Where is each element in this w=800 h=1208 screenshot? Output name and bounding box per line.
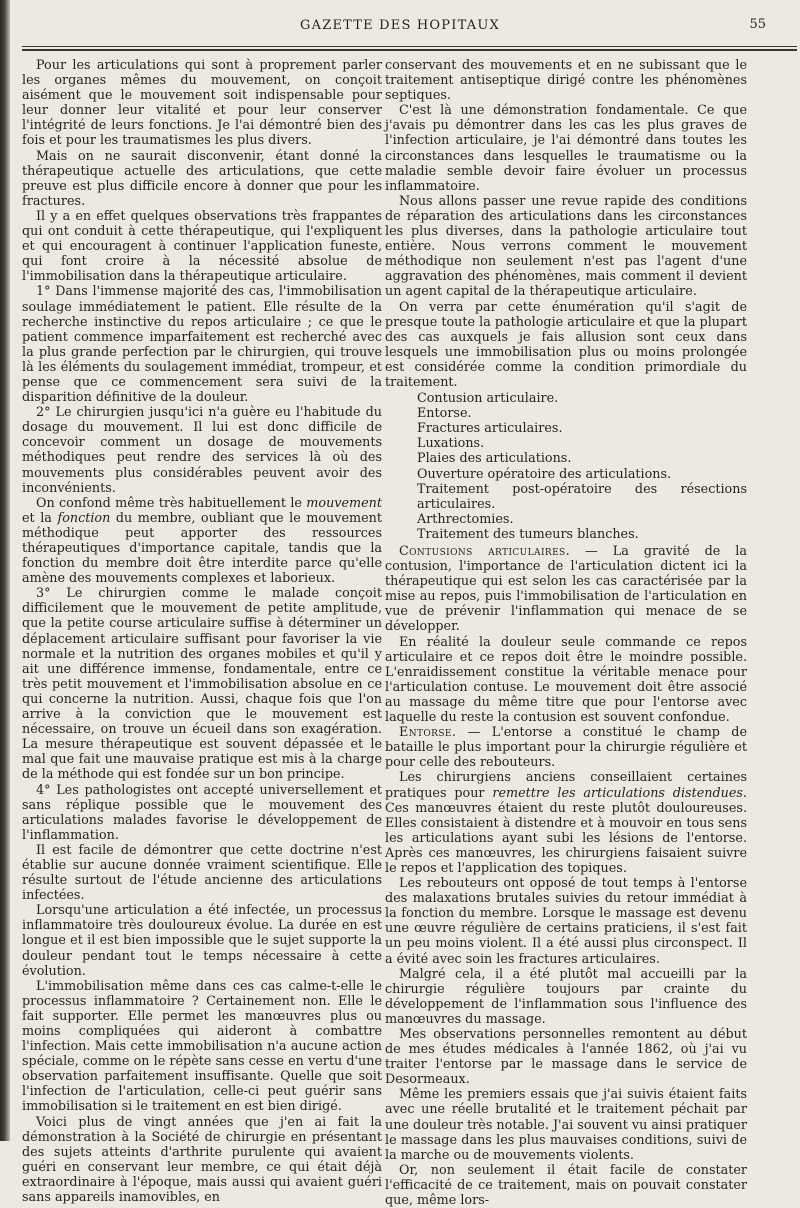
pathology-list: [385, 391, 747, 542]
text-run: — La gravité de la contusion, l'importance de l'articulation dictent ici la thérapeutique qui est selon les cas caractérisée par la mise au repos, puis l'immobilisation de l'articulation en vue de prévenir l'inflammation qui menace de se développer.: [385, 544, 747, 635]
list-item: Traitement post-opératoire des résections articulaires.: [417, 481, 747, 512]
text-run: — L'entorse a constitué le champ de bataille le plus important pour la chirurgie régulière et pour celle des rebouteurs.: [385, 725, 747, 771]
paragraph: Mes observations personnelles remontent au début de mes études médicales à l'année 1862, où j'ai vu traiter l'entorse par le massage dans le service de Desormeaux.: [385, 1027, 747, 1088]
text-run: . Ces manœuvres étaient du reste plutôt douloureuses. Elles consistaient à distendre et à mouvoir en tous sens les articulations ayant subi les lésions de l'entorse. Après ces manœuvres, les chirurgiens faisaient suivre le repos et l'application des topiques.: [385, 785, 747, 876]
paragraph: Il est facile de démontrer que cette doctrine n'est établie sur aucune donnée vraiment scientifique. Elle résulte surtout de l'étude ancienne des articulations infectées.: [22, 842, 382, 904]
list-item: Entorse.: [417, 406, 472, 422]
paragraph: 3° Le chirurgien comme le malade conçoit difficilement que le mouvement de petite amplitude, que la petite course articulaire suffise à déterminer un déplacement articulaire suffisant pour favoriser la vie normale et la nutrition des organes mobiles et qu'il y ait une différence immense, fondamentale, entre ce très petit mouvement et l'immobilisation absolue en ce qui concerne la nutrition. Aussi, chaque fois que l'on arrive à la conviction que le mouvement est nécessaire, on trouve un écueil dans son exagération. La mesure thérapeutique est souvent dépassée et le mal que fait une mauvaise pratique est mis à la charge de la méthode qui est fondée sur un bon principe.: [22, 586, 382, 783]
paragraph: Or, non seulement il était facile de constater l'efficacité de ce traitement, mais on pouvait constater que, même lors-: [385, 1162, 747, 1208]
emphasis-fonction: fonction: [57, 510, 111, 526]
paragraph: [385, 544, 747, 635]
paragraph: Les rebouteurs ont opposé de tout temps à l'entorse des malaxations brutales suivies du retour immédiat à la fonction du membre. Lorsque le massage est devenu une œuvre régulière de certains praticiens, il s'est fait un peu moins violent. Il a été aussi plus circonspect. Il a évité avec soin les fractures articulaires.: [385, 876, 747, 967]
list-item: Traitement des tumeurs blanches.: [417, 526, 639, 542]
paragraph: On verra par cette énumération qu'il s'agit de presque toute la pathologie articulaire et que la plupart des cas auxquels je fais allusion sont ceux dans lesquels une immobilisation plus ou moins prolongée est considérée comme la condition primordiale du traitement.: [385, 299, 747, 390]
left-column: [22, 58, 382, 1205]
paragraph: [22, 496, 382, 587]
page-binding-edge: [0, 0, 10, 1141]
text-run: On confond même très habituellement le: [36, 495, 307, 511]
paragraph: conservant des mouvements et en ne subissant que le traitement antiseptique dirigé contre les phénomènes septiques.: [385, 58, 747, 104]
paragraph: En réalité la douleur seule commande ce repos articulaire et ce repos doit être le moindre possible. L'enraidissement constitue la véritable menace pour l'articulation contuse. Le mouvement doit être associé au massage du même titre que pour l'entorse avec laquelle du reste la contusion est souvent confondue.: [385, 634, 747, 726]
paragraph: Il y a en effet quelques observations très frappantes qui ont conduit à cette thérapeutique, qui l'expliquent et qui encouragent à continuer l'application funeste, qui font croire à la nécessité absolue de l'immobilisation dans la thérapeutique articulaire.: [22, 208, 382, 285]
text-run: Les chirurgiens anciens conseillaient certaines pratiques pour: [385, 770, 747, 801]
list-item: Luxations.: [417, 436, 485, 452]
paragraph: Nous allons passer une revue rapide des conditions de réparation des articulations dans les circonstances les plus diverses, dans la pathologie articulaire tout entière. Nous verrons comment le mouvement méthodique non seulement n'est pas l'agent d'une aggravation des phénomènes, mais comment il devient un agent capital de la thérapeutique articulaire.: [385, 193, 747, 300]
list-item: Arthrectomies.: [417, 511, 514, 527]
paragraph: 4° Les pathologistes ont accepté universellement et sans réplique possible que le mouvement des articulations malades favorise le développement de l'inflammation.: [22, 782, 382, 843]
section-heading-entorse: Entorse.: [399, 725, 457, 741]
header-rule-thick: [22, 49, 797, 51]
section-heading-contusions: Contusions articulaires.: [399, 544, 571, 559]
paragraph: Mais on ne saurait disconvenir, étant donné la thérapeutique actuelle des articulations, que cette preuve est plus difficile encore à donner que pour les fractures.: [22, 148, 382, 209]
page-number: 55: [749, 17, 766, 32]
list-item: Fractures articulaires.: [417, 421, 563, 437]
paragraph: 2° Le chirurgien jusqu'ici n'a guère eu l'habitude du dosage du mouvement. Il lui est donc difficile de concevoir comment un dosage de mouvements méthodiques peut rendre des services là où des mouvements plus considérables peuvent avoir des inconvénients.: [22, 405, 382, 496]
paragraph: Même les premiers essais que j'ai suivis étaient faits avec une réelle brutalité et le traitement péchait par une douleur très notable. J'ai souvent vu ainsi pratiquer le massage dans les plus mauvaises conditions, suivi de la marche ou de mouvements violents.: [385, 1087, 747, 1163]
paragraph: Voici plus de vingt années que j'en ai fait la démonstration à la Société de chirurgie en présentant des sujets atteints d'arthrite purulente qui avaient guéri en conservant leur membre, ce qui était déjà extraordinaire à l'époque, mais aussi qui avaient guéri sans appareils inamovibles, en: [22, 1114, 382, 1206]
paragraph: [385, 725, 747, 770]
paragraph: 1° Dans l'immense majorité des cas, l'immobilisation soulage immédiatement le patient. Elle résulte de la recherche instinctive du repos articulaire ; ce que le patient commence imparfaitement est recherché avec la plus grande perfection par le chirurgien, qui trouve là les éléments du soulagement immédiat, trompeur, et pense que ce commencement sera suivi de la disparition définitive de la douleur.: [22, 284, 382, 406]
list-item: Ouverture opératoire des articulations.: [417, 466, 672, 482]
paragraph: Lorsqu'une articulation a été infectée, un processus inflammatoire très douloureux évolue. La durée en est longue et il est bien impossible que le sujet supporte la douleur pendant tout le temps nécessaire à cette évolution.: [22, 903, 382, 979]
header-rule-thin: [22, 46, 797, 47]
list-item: Contusion articulaire.: [417, 391, 559, 407]
text-run: du membre, oubliant que le mouvement méthodique peut apporter des ressources thérapeutiques d'importance capitale, tandis que la fonction du membre doit être interdite parce qu'elle amène des mouvements complexes et laborieux.: [22, 510, 382, 587]
running-head: GAZETTE DES HOPITAUX: [300, 18, 500, 33]
paragraph: L'immobilisation même dans ces cas calme-t-elle le processus inflammatoire ? Certainement non. Elle le fait supporter. Elle permet les manœuvres plus ou moins compliquées qui aideront à combattre l'infection. Mais cette immobilisation n'a aucune action spéciale, comme on le répète sans cesse en vertu d'une observation parfaitement insuffisante. Quelle que soit l'infection de l'articulation, celle-ci peut guérir sans immobilisation si le traitement en est bien dirigé.: [22, 978, 382, 1115]
right-column: [385, 58, 747, 1208]
paragraph: Malgré cela, il a été plutôt mal accueilli par la chirurgie régulière toujours par crainte du développement de l'inflammation sous l'influence des manœuvres du massage.: [385, 966, 747, 1027]
text-run: et la: [22, 510, 58, 526]
paragraph: [385, 770, 747, 876]
paragraph: C'est là une démonstration fondamentale. Ce que j'avais pu démontrer dans les cas les plus graves de l'infection articulaire, je l'ai démontré dans toutes les circonstances dans lesquelles le traumatisme ou la maladie semble devoir faire évoluer un processus inflammatoire.: [385, 103, 747, 194]
emphasis-quote: remettre les articulations distendues: [492, 785, 743, 801]
paragraph: Pour les articulations qui sont à proprement parler les organes mêmes du mouvement, on conçoit aisément que le mouvement soit indispensable pour leur donner leur vitalité et pour leur conserver l'intégrité de leurs fonctions. Je l'ai démontré bien des fois et pour les traumatismes les plus divers.: [22, 58, 382, 149]
list-item: Plaies des articulations.: [417, 451, 572, 467]
emphasis-mouvement: mouvement: [306, 495, 382, 511]
